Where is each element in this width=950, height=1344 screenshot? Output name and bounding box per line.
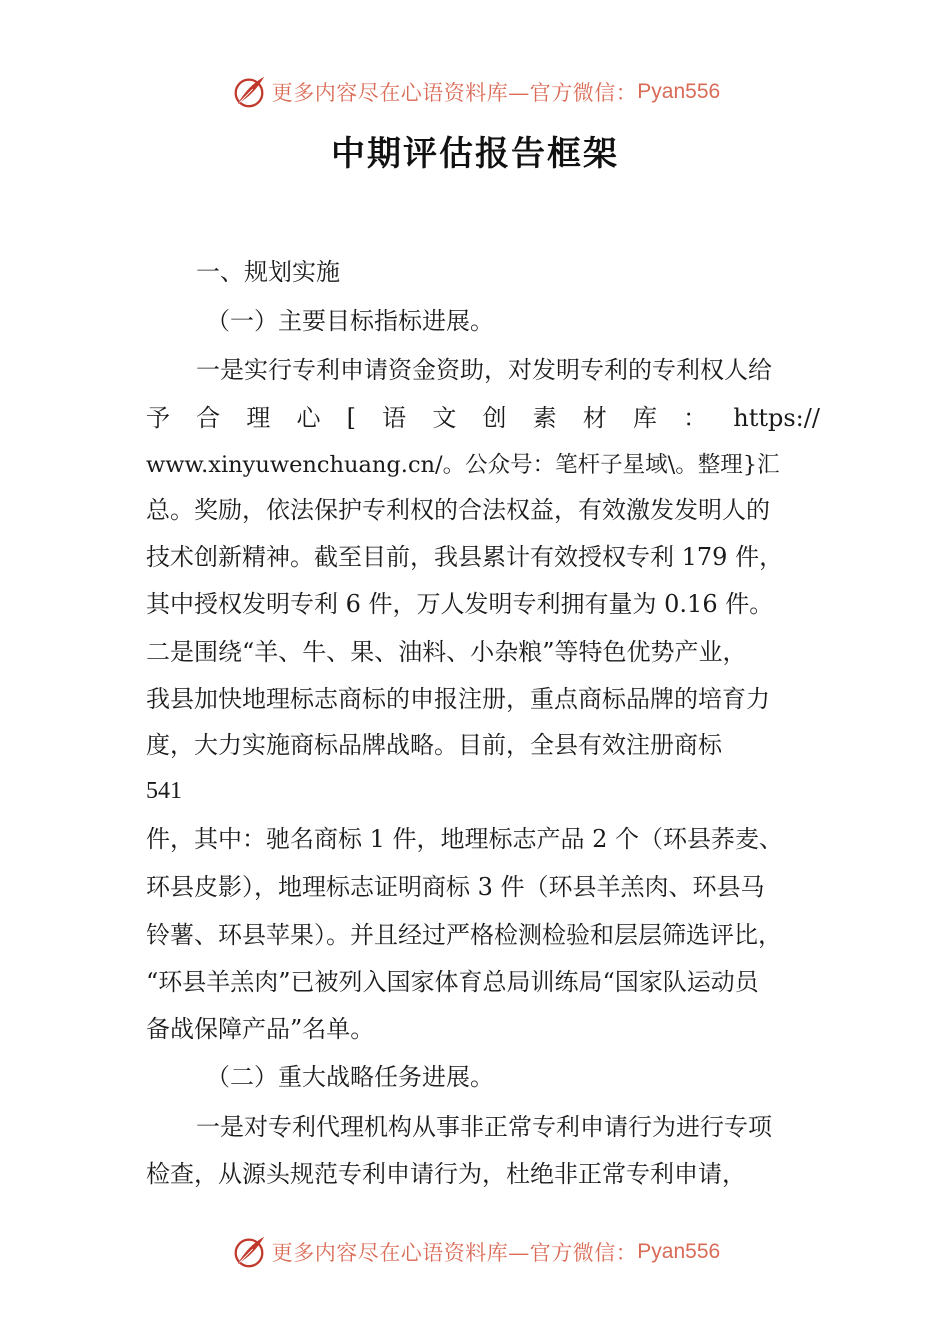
subsection-heading-1: （一）主要目标指标进展。 [206,307,494,335]
subsection-heading-2: （二）重大战略任务进展。 [206,1063,494,1091]
text-char: 库 [632,404,657,432]
paragraph-line: 二是围绕“羊、牛、果、油料、小杂粮”等特色优势产业， [146,638,747,666]
text-char: 予 [146,404,170,432]
watermark-wechat-id: Pyan556 [637,80,721,103]
text-char: 素 [532,404,557,432]
paragraph-line: www.xinyuwenchuang.cn/。公众号：笔杆子星域\。整理}汇 [146,452,780,478]
paragraph-line: 其中授权发明专利 6 件，万人发明专利拥有量为 0.16 件。 [146,590,774,618]
text-char: 创 [482,404,507,432]
paragraph-line: 我县加快地理标志商标的申报注册，重点商标品牌的培育力 [146,685,770,713]
paragraph-line: “环县羊羔肉”已被列入国家体育总局训练局“国家队运动员 [146,968,759,996]
text-char: ： [683,404,708,432]
paragraph-line: 总。奖励，依法保护专利权的合法权益，有效激发发明人的 [146,496,770,524]
paragraph-line-spaced [146,402,820,434]
text-char: [ [346,404,356,432]
paragraph-line: 环县皮影），地理标志证明商标 3 件（环县羊羔肉、环县马 [146,873,765,901]
document-title: 中期评估报告框架 [331,134,619,174]
feather-pen-logo-icon [230,73,268,111]
text-char: 心 [296,404,321,432]
paragraph-line: 件，其中：驰名商标 1 件，地理标志产品 2 个（环县荞麦、 [146,825,784,853]
feather-pen-logo-icon [230,1233,268,1271]
paragraph-line: 一是实行专利申请资金资助，对发明专利的专利权人给 [196,356,772,384]
text-char: 合 [196,404,221,432]
paragraph-line: 技术创新精神。截至目前，我县累计有效授权专利 179 件， [146,543,784,571]
paragraph-line: 铃薯、环县苹果）。并且经过严格检测检验和层层筛选评比， [146,921,782,949]
text-char: 语 [382,404,407,432]
watermark-footer [0,1230,950,1274]
watermark-text: 更多内容尽在心语资料库—官方微信： [271,81,638,105]
watermark-text: 更多内容尽在心语资料库—官方微信： [271,1241,638,1265]
paragraph-line: 一是对专利代理机构从事非正常专利申请行为进行专项 [196,1113,772,1141]
paragraph-line: 度，大力实施商标品牌战略。目前，全县有效注册商标 [146,731,722,759]
paragraph-line: 检查，从源头规范专利申请行为，杜绝非正常专利申请， [146,1160,746,1188]
text-char: 理 [246,404,271,432]
paragraph-line: 备战保障产品”名单。 [146,1015,375,1043]
section-heading-1: 一、规划实施 [196,258,340,286]
watermark-wechat-id: Pyan556 [637,1240,721,1263]
paragraph-line: 541 [146,778,182,804]
watermark-header [0,70,950,114]
url-fragment: https:// [733,404,820,432]
text-char: 文 [432,404,457,432]
text-char: 材 [582,404,607,432]
